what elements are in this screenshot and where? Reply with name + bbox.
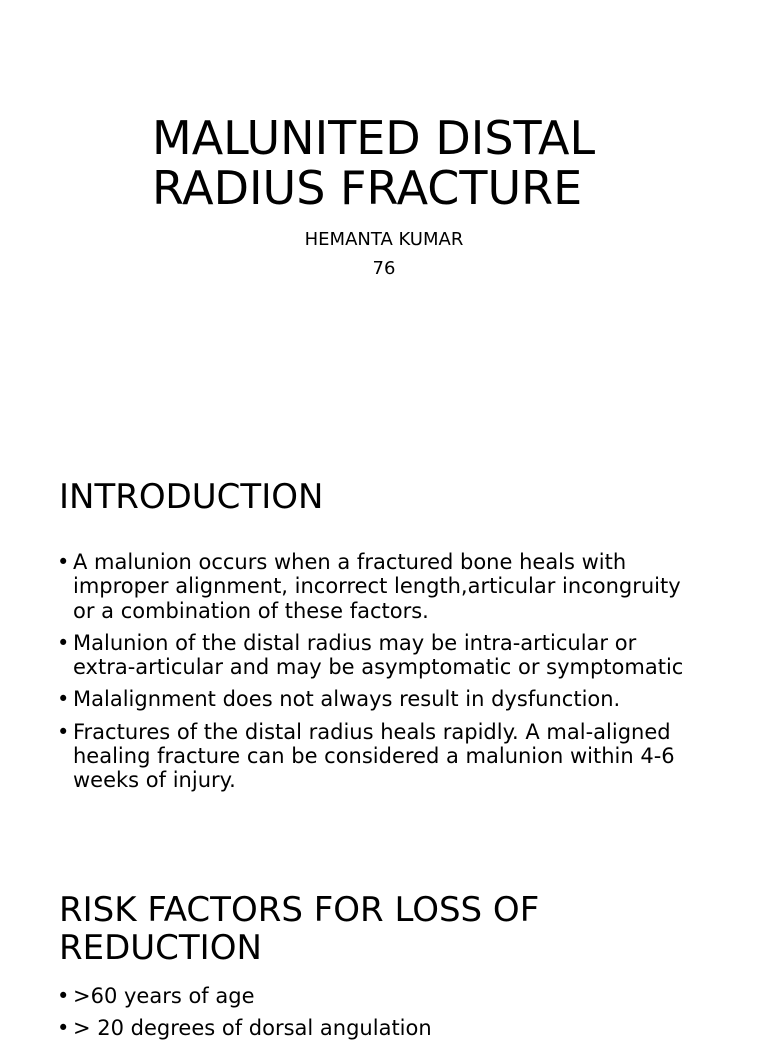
introduction-heading: INTRODUCTION	[59, 477, 324, 517]
author-name: HEMANTA KUMAR	[304, 229, 464, 250]
list-item	[57, 984, 697, 1008]
bullet-text: Fractures of the distal radius heals rapidly. A mal-aligned healing fracture can be considered a malunion within 4-6 weeks of injury.	[73, 719, 675, 793]
risk-heading-line-1: RISK FACTORS FOR LOSS OF	[59, 890, 540, 930]
bullet-text: Malunion of the distal radius may be intra-articular or extra-articular and may be asymptomatic or symptomatic	[73, 630, 684, 680]
bullet-icon: •	[57, 719, 70, 744]
title-line-1: MALUNITED DISTAL	[152, 111, 596, 165]
risk-factors-heading	[59, 891, 659, 967]
list-item	[57, 631, 697, 680]
introduction-slide	[0, 440, 768, 850]
list-item	[57, 550, 697, 623]
list-item	[57, 720, 697, 793]
bullet-icon: •	[57, 550, 70, 574]
title-line-2: RADIUS FRACTURE	[152, 161, 583, 215]
bullet-text: > 20 degrees of dorsal angulation	[73, 1016, 432, 1041]
presentation-title	[152, 113, 712, 213]
bullet-text: Malalignment does not always result in dysfunction.	[73, 687, 621, 712]
risk-heading-line-2: REDUCTION	[59, 928, 262, 968]
bullet-text: >60 years of age	[73, 984, 255, 1008]
bullet-icon: •	[57, 630, 70, 655]
risk-factors-slide	[0, 880, 768, 1041]
bullet-icon: •	[57, 984, 70, 1008]
author-number: 76	[372, 258, 396, 279]
risk-factors-bullet-list	[57, 984, 697, 1049]
bullet-icon: •	[57, 1016, 70, 1041]
list-item	[57, 1016, 697, 1040]
title-slide	[0, 0, 768, 420]
bullet-icon: •	[57, 687, 70, 712]
introduction-bullet-list	[57, 550, 697, 801]
list-item	[57, 687, 697, 711]
bullet-text: A malunion occurs when a fractured bone heals with improper alignment, incorrect length,articular incongruity or a combination of these factors.	[73, 550, 681, 623]
